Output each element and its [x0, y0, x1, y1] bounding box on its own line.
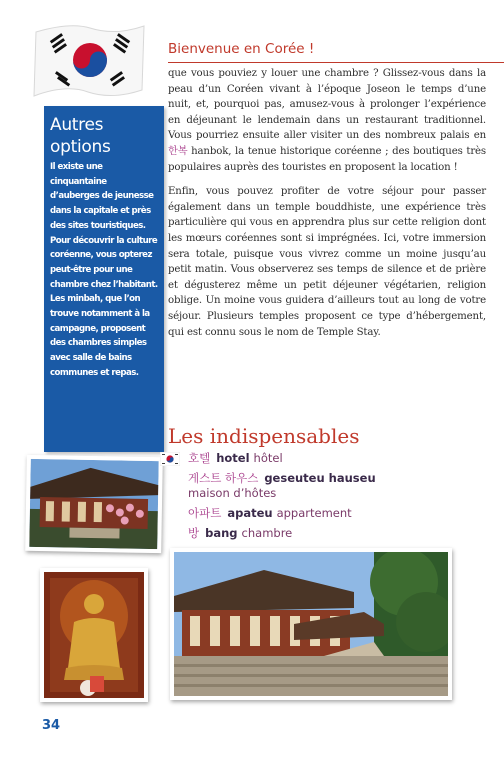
- sidebar-title-line2: options: [50, 137, 111, 157]
- paragraph-1-text-a: que vous pouviez y louer une chambre ? Glissez-vous dans la peau d’un Coréen vivant à l’époque Joseon le temps d’une nuit, et, pourquoi pas, amusez-vous à prolonger l’expérience en déjeunant le lendemain dans un restaurant traditionnel. Vous pourriez ensuite aller visiter un des nombreux palais en: [168, 68, 486, 142]
- korean-flag-image: [30, 20, 148, 106]
- vocab-item: [188, 526, 408, 541]
- paragraph-1-korean: 한복: [168, 145, 188, 157]
- paragraph-1: [168, 66, 486, 175]
- paragraph-1-text-b: hanbok, la tenue historique coréenne ; des boutiques très populaires auprès des touristes en proposent la location !: [168, 145, 486, 173]
- vocab-korean: 아파트: [188, 506, 222, 520]
- korean-flag-small-icon: [160, 451, 180, 465]
- vocab-item: [188, 471, 408, 501]
- photo-hanok-building: [25, 455, 163, 553]
- paragraph-2: Enfin, vous pouvez profiter de votre séjour pour passer également dans un temple bouddhiste, une expérience très particulière qui vous en apprendra plus sur cette religion dont les mœurs coréennes sont si imprégnées. Ici, votre immersion sera totale, puisque vous vivrez comme un moine jusqu’au petit matin. Vous observerez ses temps de silence et de prière et dégusterez même un petit déjeuner végétarien, religion oblige. Un moine vous guidera d’ailleurs tout au long de votre séjour. Plusieurs temples proposent ce type d’hébergement, qui est connu sous le nom de Temple Stay.: [168, 186, 486, 338]
- vocab-item: [188, 506, 408, 521]
- vocab-romanization: bang: [205, 526, 238, 540]
- vocab-korean: 호텔: [188, 451, 211, 465]
- vocab-french: hôtel: [253, 451, 283, 465]
- vocab-french: chambre: [241, 526, 293, 540]
- sidebar-box: [44, 106, 164, 452]
- indispensables-title: Les indispensables: [168, 424, 360, 448]
- vocab-romanization: apateu: [227, 506, 273, 520]
- main-text-column: [168, 66, 486, 340]
- photo-buddha-statue: [40, 568, 148, 702]
- vocab-romanization: geseuteu hauseu: [264, 471, 376, 485]
- sidebar-body: Il existe une cinquantaine d’auberges de jeunesse dans la capitale et près des sites touristiques. Pour découvrir la culture coréenne, vous opterez peut-être pour une chambre chez l’habitant. Les minbah, que l’on trouve notamment à la campagne, proposent des chambres simples avec salle de bains communes et repas.: [50, 162, 158, 378]
- vocab-item: [188, 451, 408, 466]
- photo-temple: [170, 548, 452, 700]
- vocab-french: maison d’hôtes: [188, 486, 277, 500]
- page-number: 34: [42, 718, 61, 733]
- vocab-french: appartement: [276, 506, 352, 520]
- vocab-list: [188, 451, 408, 546]
- vocab-romanization: hotel: [216, 451, 250, 465]
- page-header: [168, 38, 504, 63]
- vocab-korean: 방: [188, 526, 200, 540]
- sidebar-title-line1: Autres: [50, 115, 104, 135]
- vocab-korean: 게스트 하우스: [188, 471, 259, 485]
- page-title: Bienvenue en Corée !: [168, 41, 315, 57]
- sidebar-title: [50, 114, 164, 158]
